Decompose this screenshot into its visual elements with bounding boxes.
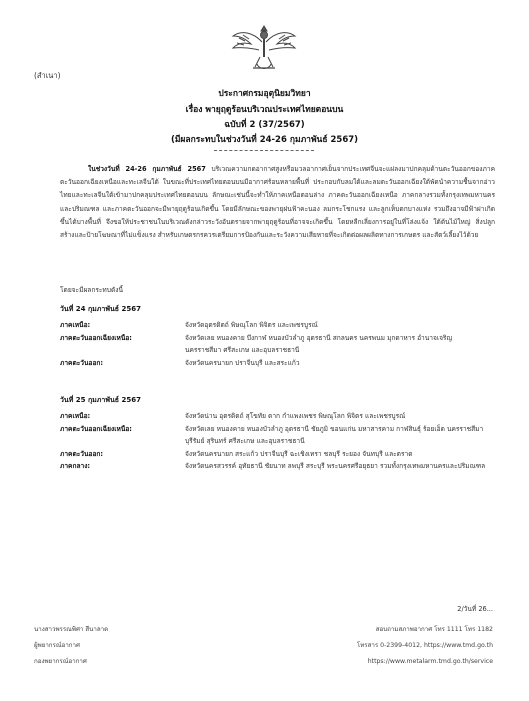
region-name: ภาคเหนือ: xyxy=(60,412,91,420)
region-name: ภาคตะวันออก: xyxy=(60,449,104,458)
region-name: ภาคตะวันออกเฉียงเหนือ: xyxy=(60,424,132,433)
copy-label: (สำเนา) xyxy=(34,71,61,80)
issue-number: ฉบับที่ 2 (37/2567) xyxy=(224,120,305,130)
forecaster-role: ผู้พยากรณ์อากาศ xyxy=(34,642,80,649)
day-1-date: วันที่ 24 กุมภาพันธ์ 2567 xyxy=(60,305,141,313)
region-areas: จังหวัดนครนายก ปราจีนบุรี และสระแก้ว xyxy=(185,358,300,367)
body-paragraph xyxy=(60,163,495,242)
region-areas: จังหวัดเลย หนองคาย บึงกาฬ หนองบัวลำภู อุดรธานี สกลนคร นครพนม มุกดาหาร อำนาจเจริญ นครราชสีมา ศรีสะเกษ และอุบลราชธานี xyxy=(185,333,453,354)
region-name: ภาคเหนือ: xyxy=(60,321,91,329)
region-areas: จังหวัดนครสวรรค์ อุทัยธานี ชัยนาท ลพบุรี สระบุรี พระนครศรีอยุธยา รวมทั้งกรุงเทพมหานครและปริมณฑล xyxy=(185,462,486,470)
contact-phone: สอบถามสภาพอากาศ โทร 1111 โทร 1182 xyxy=(375,626,493,633)
garuda-emblem-icon xyxy=(229,22,299,74)
region-row xyxy=(60,423,490,448)
region-row xyxy=(60,357,490,370)
region-name: ภาคตะวันออก: xyxy=(60,358,104,367)
region-name: ภาคตะวันออกเฉียงเหนือ: xyxy=(60,333,132,342)
effect-period: (มีผลกระทบในช่วงวันที่ 24-26 กุมภาพันธ์ 2567) xyxy=(170,135,359,145)
region-name: ภาคกลาง: xyxy=(60,462,91,470)
contact-fax-website: โทรสาร 0-2399-4012, https://www.tmd.go.th xyxy=(356,642,493,649)
region-areas: จังหวัดนครนายก สระแก้ว ปราจีนบุรี ฉะเชิงเทรา ชลบุรี ระยอง จันทบุรี และตราด xyxy=(185,449,413,458)
region-row xyxy=(60,319,490,332)
body-text: บริเวณความกดอากาศสูงหรือมวลอากาศเย็นจากประเทศจีนจะแผ่ลงมาปกคลุมด้านตะวันออกของภาคตะวันออกเฉียงเหนือและทะเลจีนใต้ ในขณะที่ประเทศไทยตอนบนมีอากาศร้อนหลายพื้นที่ ประกอบกับลมใต้และลมตะวันออกเฉียงใต้พัดนำความชื้นจากอ่าวไทยและทะเลจีนใต้เข้ามาปกคลุมประเทศไทยตอนบน ลักษณะเช่นนี้จะทำให้ภาคเหนือตอนล่าง ภาคตะวันออกเฉียงเหนือ ภาคกลางรวมทั้งกรุงเทพมหานครและปริมณฑล และภาคตะวันออกจะมีพายุฤดูร้อนเกิดขึ้น โดยมีลักษณะของพายุฝนฟ้าคะนอง ลมกระโชกแรง และลูกเห็บตกบางแห่ง รวมถึงอาจมีฟ้าผ่าเกิดขึ้นได้บางพื้นที่ จึงขอให้ประชาชนในบริเวณดังกล่าวระวังอันตรายจากพายุฤดูร้อนที่อาจจะเกิดขึ้น โดยหลีกเลี่ยงการอยู่ในที่โล่งแจ้ง ใต้ต้นไม้ใหญ่ สิ่งปลูกสร้างและป้ายโฆษณาที่ไม่แข็งแรง สำหรับเกษตรกรควรเตรียมการป้องกันและระวังความเสียหายที่จะเกิดต่อผลผลิตทางการเกษตร และสัตว์เลี้ยงไว้ด้วย xyxy=(60,165,495,240)
region-areas: จังหวัดน่าน อุตรดิตถ์ สุโขทัย ตาก กำแพงเพชร พิษณุโลก พิจิตร และเพชรบูรณ์ xyxy=(185,412,406,420)
day-2-date: วันที่ 25 กุมภาพันธ์ 2567 xyxy=(60,396,141,404)
footer-forecaster xyxy=(34,622,108,670)
contact-service-link[interactable]: https://www.metalarm.tmd.go.th/service xyxy=(367,658,493,665)
day-1-regions-table xyxy=(60,319,490,369)
affected-label: โดยจะมีผลกระทบดังนี้ xyxy=(60,286,123,294)
footer-contact xyxy=(357,622,493,670)
region-row xyxy=(60,332,490,357)
day-2-regions-table xyxy=(60,410,490,473)
subject-line: เรื่อง พายุฤดูร้อนบริเวณประเทศไทยตอนบน xyxy=(185,105,344,115)
body-lead: ในช่วงวันที่ 24-26 กุมภาพันธ์ 2567 xyxy=(88,165,206,173)
region-row xyxy=(60,460,490,473)
forecaster-division: กองพยากรณ์อากาศ xyxy=(34,658,87,665)
separator-line xyxy=(214,150,314,151)
continuation-note: 2/วันที่ 26... xyxy=(457,605,493,613)
announcement-title: ประกาศกรมอุตุนิยมวิทยา xyxy=(218,89,311,99)
region-row xyxy=(60,410,490,423)
forecaster-name: นางสาวพรรณพิศา สีนาลาด xyxy=(34,626,109,633)
region-row xyxy=(60,448,490,461)
region-areas: จังหวัดเลย หนองคาย หนองบัวลำภู อุดรธานี ชัยภูมิ ขอนแก่น มหาสารคาม กาฬสินธุ์ ร้อยเอ็ด นครราชสีมา บุรีรัมย์ สุรินทร์ ศรีสะเกษ และอุบลราชธานี xyxy=(185,424,484,445)
region-areas: จังหวัดอุตรดิตถ์ พิษณุโลก พิจิตร และเพชรบูรณ์ xyxy=(185,321,318,329)
